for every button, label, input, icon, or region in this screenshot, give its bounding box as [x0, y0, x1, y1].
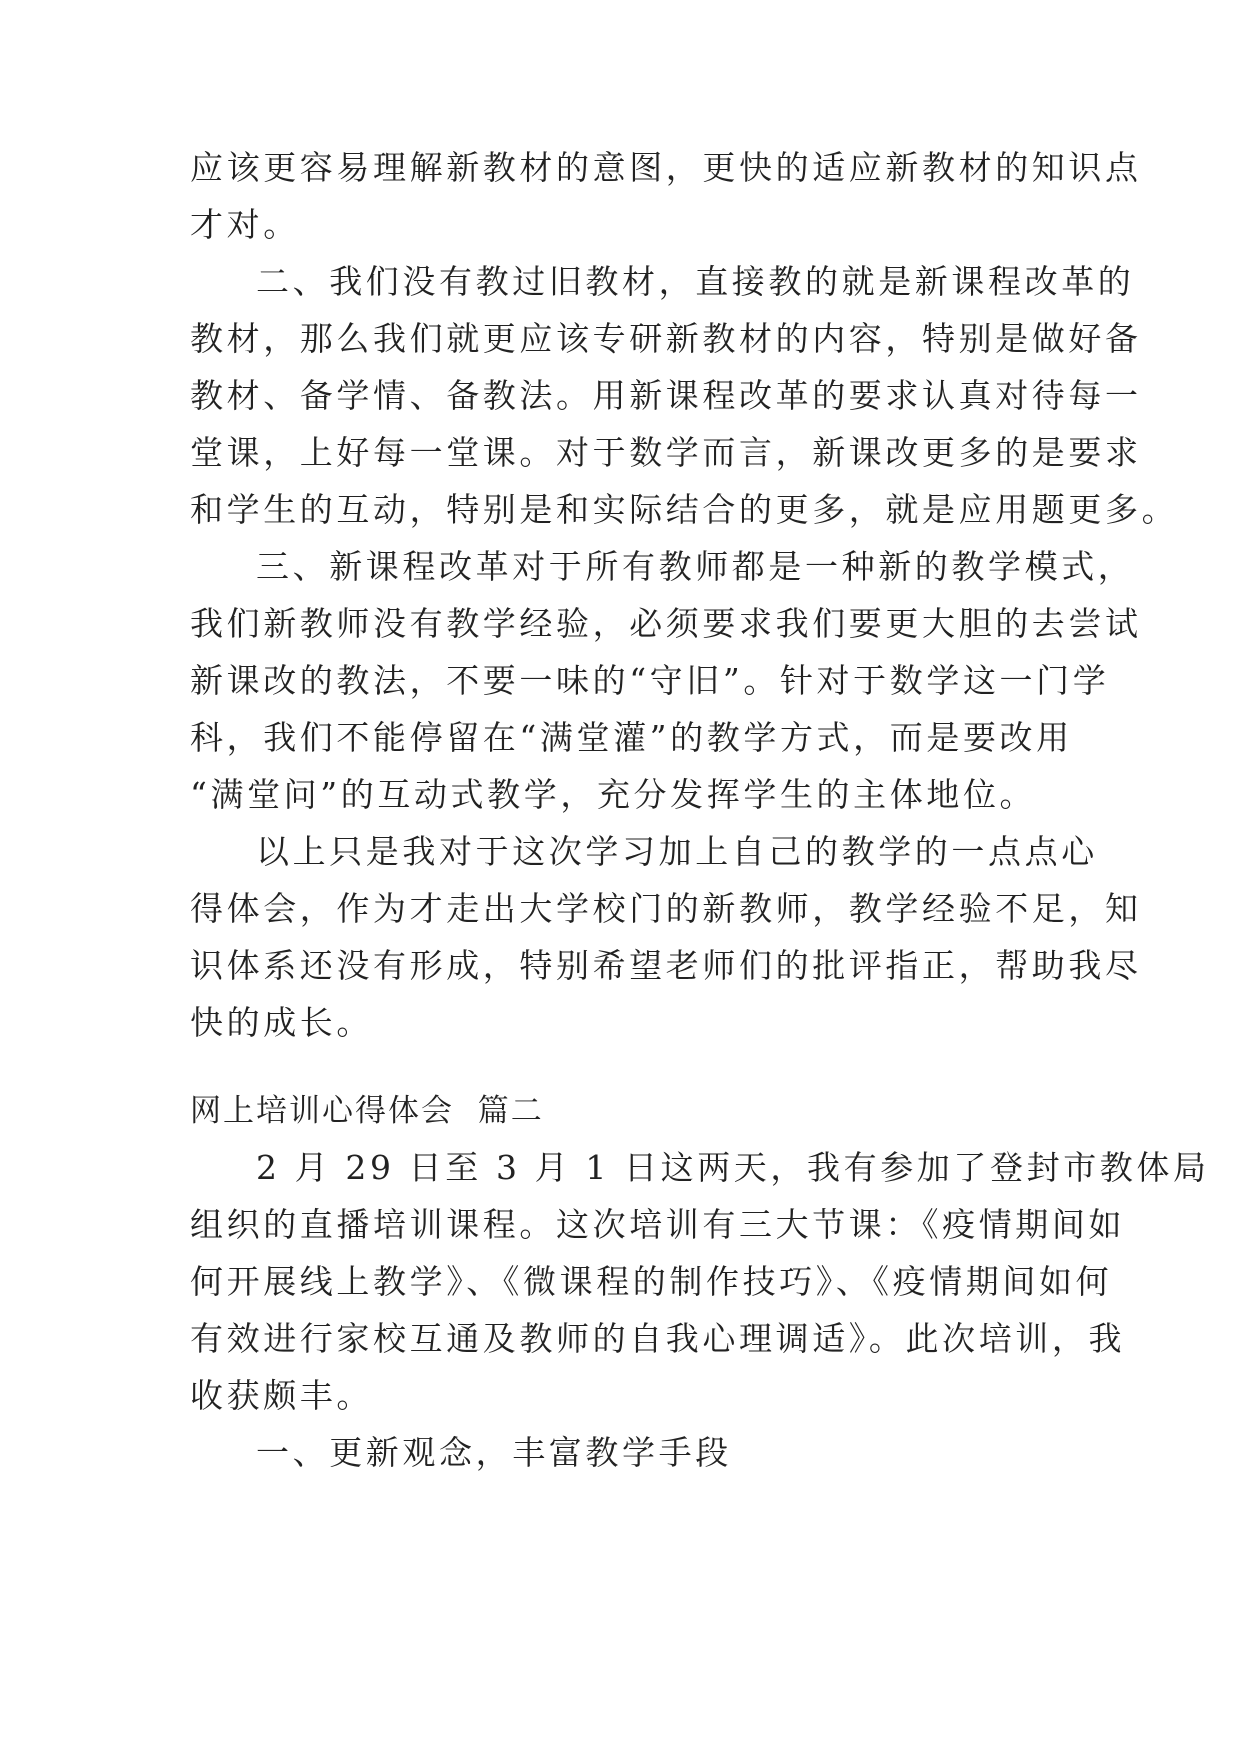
point-three-line-3: 新课改的教法，不要一味的“守旧”。针对于数学这一门学: [190, 661, 1110, 700]
section-two-subheading: 一、更新观念，丰富教学手段: [256, 1433, 732, 1472]
section-two-intro-line-5: 收获颇丰。: [190, 1376, 373, 1415]
section-two-heading: 网上培训心得体会 篇二: [190, 1093, 544, 1129]
point-three-line-5: “满堂问”的互动式教学，充分发挥学生的主体地位。: [190, 775, 1037, 814]
section-two-intro-line-2: 组织的直播培训课程。这次培训有三大节课：《疫情期间如: [190, 1205, 1126, 1244]
section-two-intro-line-4: 有效进行家校互通及教师的自我心理调适》。此次培训，我: [190, 1319, 1126, 1358]
point-three-line-2: 我们新教师没有教学经验，必须要求我们要更大胆的去尝试: [190, 604, 1142, 643]
section-two-intro-line-1: 2 月 29 日至 3 月 1 日这两天，我有参加了登封市教体局: [256, 1148, 1210, 1187]
point-two-line-2: 教材，那么我们就更应该专研新教材的内容，特别是做好备: [190, 319, 1142, 358]
point-three-line-4: 科，我们不能停留在“满堂灌”的教学方式，而是要改用: [190, 718, 1073, 757]
paragraph-tail-line-2: 才对。: [190, 205, 300, 244]
point-two-line-5: 和学生的互动，特别是和实际结合的更多，就是应用题更多。: [190, 490, 1179, 529]
point-two-line-3: 教材、备学情、备教法。用新课程改革的要求认真对待每一: [190, 376, 1142, 415]
conclusion-line-3: 识体系还没有形成，特别希望老师们的批评指正，帮助我尽: [190, 946, 1142, 985]
section-two-intro-line-3: 何开展线上教学》、《微课程的制作技巧》、《疫情期间如何: [190, 1262, 1113, 1301]
point-two-line-4: 堂课，上好每一堂课。对于数学而言，新课改更多的是要求: [190, 433, 1142, 472]
conclusion-line-4: 快的成长。: [190, 1003, 373, 1042]
point-three-line-1: 三、新课程改革对于所有教师都是一种新的教学模式，: [256, 547, 1135, 586]
conclusion-line-2: 得体会，作为才走出大学校门的新教师，教学经验不足，知: [190, 889, 1142, 928]
conclusion-line-1: 以上只是我对于这次学习加上自己的教学的一点点心: [256, 832, 1098, 871]
paragraph-tail-line-1: 应该更容易理解新教材的意图，更快的适应新教材的知识点: [190, 148, 1142, 187]
point-two-line-1: 二、我们没有教过旧教材，直接教的就是新课程改革的: [256, 262, 1135, 301]
